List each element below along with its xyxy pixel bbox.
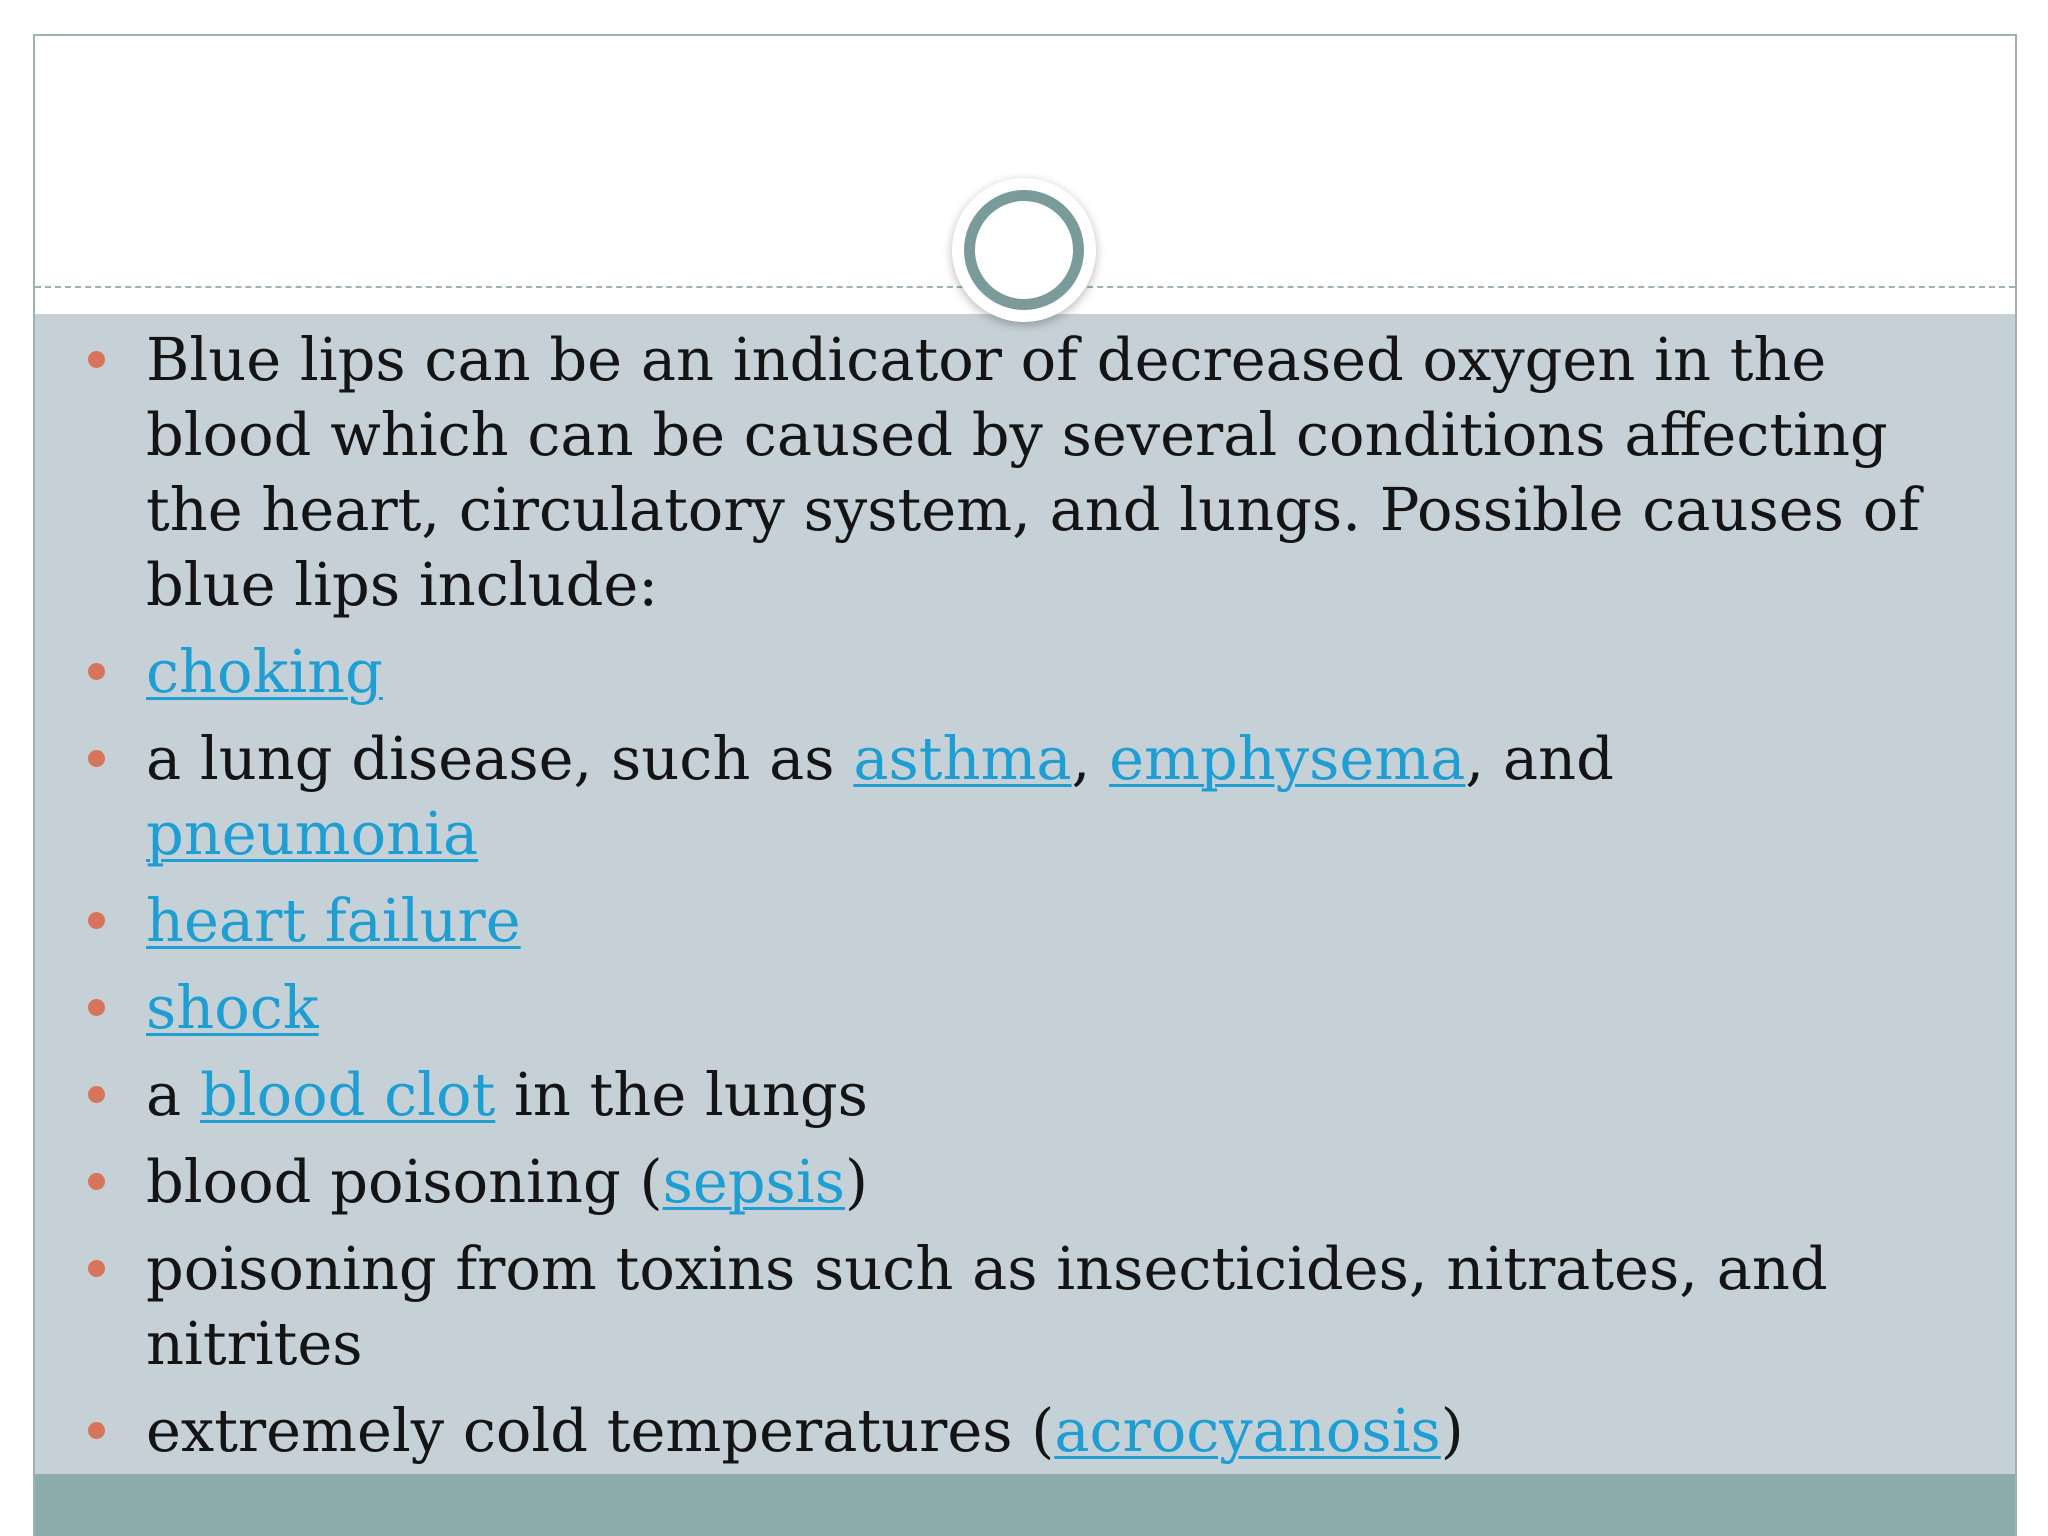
item-text: poisoning from toxins such as insecticides, nitrates, and nitrites (146, 1234, 1828, 1378)
item-text: blood poisoning ( (146, 1147, 663, 1216)
item-text: a (146, 1060, 200, 1129)
bullet-dot-icon (88, 999, 105, 1016)
bullet-dot-icon (88, 912, 105, 929)
footer-band (35, 1474, 2015, 1536)
list-item (80, 1231, 1940, 1381)
item-text: ) (1440, 1396, 1464, 1465)
link-choking[interactable]: choking (146, 637, 383, 706)
item-separator: , and (1465, 724, 1614, 793)
bullet-dot-icon (88, 1260, 105, 1277)
list-item (80, 970, 1940, 1045)
ring-icon (964, 190, 1084, 310)
list-item (80, 1393, 1940, 1468)
bullet-dot-icon (88, 1422, 105, 1439)
link-asthma[interactable]: asthma (853, 724, 1072, 793)
link-sepsis[interactable]: sepsis (662, 1147, 845, 1216)
bullet-list (80, 322, 1940, 1480)
item-separator: , (1071, 724, 1110, 793)
bullet-dot-icon (88, 1173, 105, 1190)
link-heart-failure[interactable]: heart failure (146, 886, 521, 955)
intro-text: Blue lips can be an indicator of decreased oxygen in the blood which can be caused by several conditions affecting the heart, circulatory system, and lungs. Possible causes of blue lips include: (146, 325, 1921, 619)
list-item (80, 883, 1940, 958)
list-item (80, 634, 1940, 709)
list-item (80, 1057, 1940, 1132)
item-text: ) (844, 1147, 868, 1216)
item-text: extremely cold temperatures ( (146, 1396, 1055, 1465)
bullet-dot-icon (88, 351, 105, 368)
list-item (80, 1144, 1940, 1219)
link-pneumonia[interactable]: pneumonia (146, 799, 479, 868)
bullet-dot-icon (88, 663, 105, 680)
item-text: a lung disease, such as (146, 724, 854, 793)
list-item (80, 322, 1940, 622)
bullet-dot-icon (88, 1086, 105, 1103)
bullet-dot-icon (88, 750, 105, 767)
link-blood-clot[interactable]: blood clot (199, 1060, 496, 1129)
link-shock[interactable]: shock (146, 973, 319, 1042)
item-text: in the lungs (495, 1060, 868, 1129)
link-acrocyanosis[interactable]: acrocyanosis (1054, 1396, 1441, 1465)
link-emphysema[interactable]: emphysema (1109, 724, 1466, 793)
list-item (80, 721, 1940, 871)
